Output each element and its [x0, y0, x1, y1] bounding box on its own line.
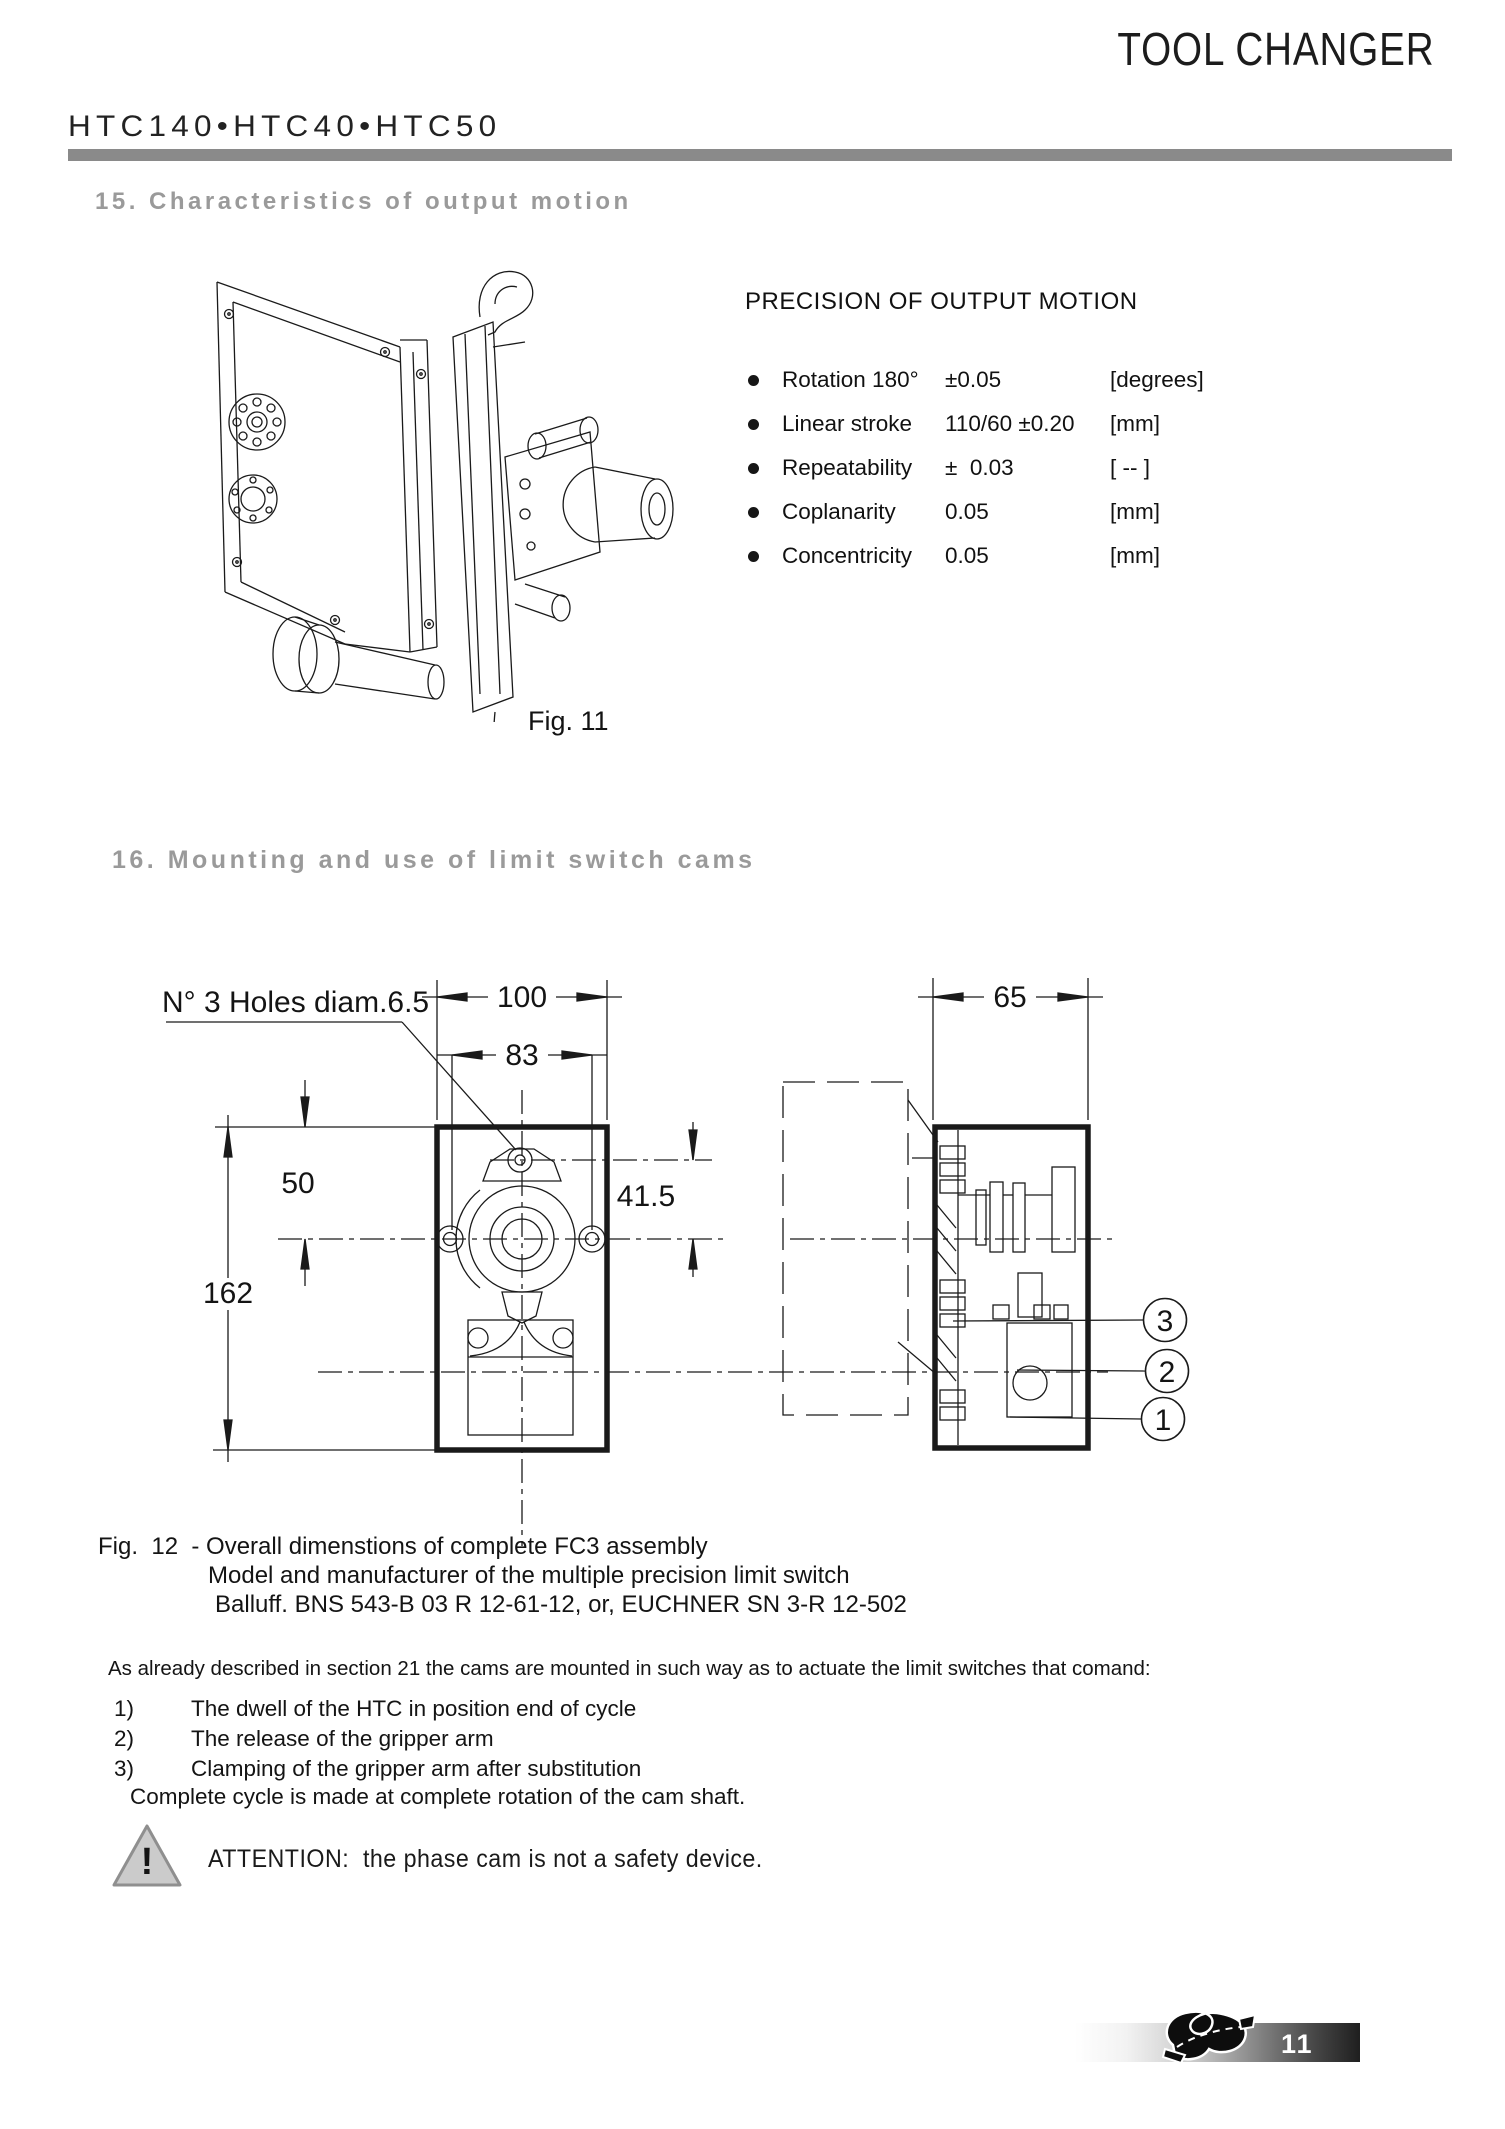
precision-title: PRECISION OF OUTPUT MOTION	[745, 288, 1138, 315]
fig11-caption: Fig. 11	[528, 706, 609, 736]
page-number: 11	[1281, 2029, 1314, 2059]
precision-value: 0.05	[945, 499, 989, 524]
callout-3: 3	[1156, 1305, 1174, 1338]
precision-label: Concentricity	[782, 543, 913, 568]
precision-row	[745, 534, 1325, 578]
warning-exclamation: !	[140, 1841, 154, 1883]
precision-unit: [mm]	[1110, 543, 1160, 568]
precision-label: Repeatability	[782, 455, 913, 480]
precision-rows	[745, 358, 1325, 578]
attention-text: ATTENTION: the phase cam is not a safety device.	[208, 1845, 763, 1873]
precision-value: ± 0.03	[945, 455, 1014, 480]
section-15-heading: 15. Characteristics of output motion	[95, 188, 632, 215]
body-intro: As already described in section 21 the cams are mounted in such way as to actuate the limit switches that comand:	[108, 1657, 1151, 1680]
precision-row	[745, 358, 1325, 402]
precision-value: ±0.05	[945, 367, 1002, 392]
precision-unit: [degrees]	[1110, 367, 1204, 392]
callout-2: 2	[1158, 1356, 1176, 1389]
list-item-text: Clamping of the gripper arm after substitution	[191, 1756, 642, 1781]
precision-label: Linear stroke	[782, 411, 913, 436]
list-item	[114, 1754, 641, 1784]
precision-row	[745, 490, 1325, 534]
bullet-icon	[748, 419, 759, 430]
precision-unit: [ -- ]	[1110, 455, 1150, 480]
precision-label: Rotation 180°	[782, 367, 919, 392]
precision-value: 0.05	[945, 543, 989, 568]
list-item-text: The release of the gripper arm	[191, 1726, 494, 1751]
list-item-number: 3)	[114, 1756, 135, 1781]
dim-41-5: 41.5	[616, 1180, 676, 1213]
precision-row	[745, 402, 1325, 446]
fig12-caption-line2: Model and manufacturer of the multiple precision limit switch	[208, 1562, 850, 1589]
list-item-number: 2)	[114, 1726, 135, 1751]
precision-row	[745, 446, 1325, 490]
bullet-icon	[748, 507, 759, 518]
bullet-icon	[748, 463, 759, 474]
dim-83: 83	[505, 1039, 539, 1072]
precision-label: Coplanarity	[782, 499, 896, 524]
fig12-caption-line3: Balluff. BNS 543-B 03 R 12-61-12, or, EUCHNER SN 3-R 12-502	[215, 1591, 907, 1618]
list-item-number: 1)	[114, 1696, 135, 1721]
list-item-text: The dwell of the HTC in position end of cycle	[191, 1696, 637, 1721]
precision-value: 110/60 ±0.20	[945, 411, 1075, 436]
fig11-drawing	[195, 252, 700, 722]
holes-note: N° 3 Holes diam.6.5	[162, 986, 430, 1019]
list-item	[114, 1724, 641, 1754]
dim-100: 100	[496, 981, 548, 1014]
dim-162: 162	[202, 1277, 254, 1310]
fig12-caption	[98, 1532, 907, 1619]
bullet-icon	[748, 551, 759, 562]
brand-logo	[1155, 2003, 1267, 2067]
section-16-heading: 16. Mounting and use of limit switch cams	[112, 846, 756, 874]
header-rule	[68, 149, 1452, 161]
callout-1: 1	[1154, 1404, 1172, 1437]
list-item	[114, 1694, 641, 1724]
bullet-icon	[748, 375, 759, 386]
dim-65: 65	[993, 981, 1027, 1014]
precision-panel	[745, 288, 1325, 578]
warning-triangle-icon	[110, 1822, 184, 1890]
dim-50: 50	[281, 1167, 315, 1200]
precision-unit: [mm]	[1110, 499, 1160, 524]
closing-line: Complete cycle is made at complete rotation of the cam shaft.	[130, 1784, 746, 1809]
model-codes: HTC140•HTC40•HTC50	[68, 110, 502, 143]
numbered-list	[114, 1694, 641, 1784]
fig12-caption-line1: Fig. 12 - Overall dimenstions of complete FC3 assembly	[98, 1533, 708, 1560]
document-title: TOOL CHANGER	[1117, 23, 1435, 75]
precision-unit: [mm]	[1110, 411, 1160, 436]
fig12-drawing	[150, 950, 1390, 1550]
